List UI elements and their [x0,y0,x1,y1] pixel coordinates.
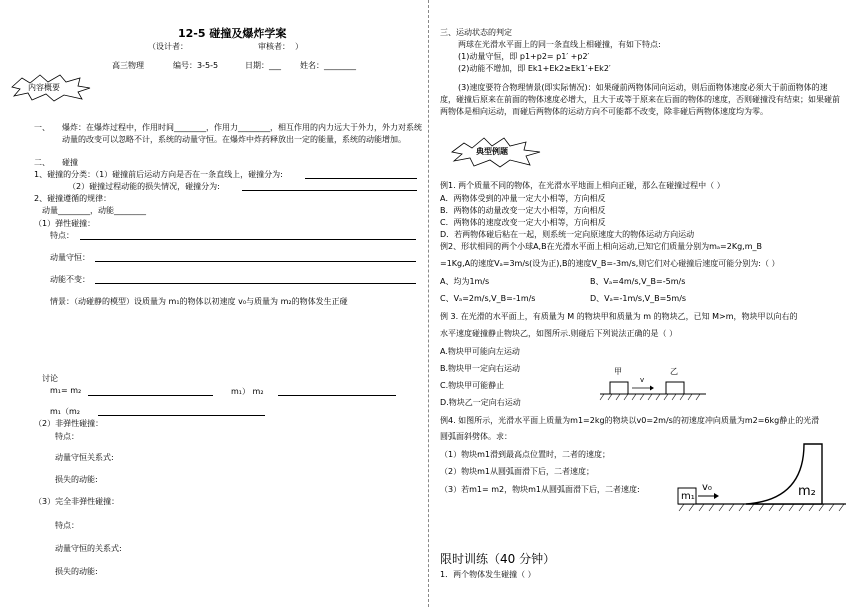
examples-label: 典型例题 [476,147,508,156]
example-4-part-2: （2）物块m1从圆弧面滑下后，二者速度； [440,467,594,476]
example-4-part-1: （1）物块m1滑到最高点位置时，二者的速度； [440,450,610,459]
inelastic-title: （2）非弹性碰撞： [34,419,104,428]
example-2-option-c: C、Vₐ=2m/s,V_B=-1m/s [440,294,536,303]
collision-diagram [598,364,710,404]
example-1-option-d: D．若两物体碰后粘在一起，则系统一定向原速度大的物体运动方向运动 [440,230,695,239]
example-2-option-d: D、Vₐ=-1m/s,V_B=5m/s [590,294,687,303]
example-3-option-d: D.物块乙一定向右运动 [440,398,521,407]
column-divider [428,0,429,607]
q2-text: 2、碰撞遵循的规律： [34,194,112,203]
example-3-option-a: A.物块甲可能向左运动 [440,347,520,356]
overview-label: 内容概要 [28,83,60,92]
example-1-question: 例1. 两个质量不同的物体，在光滑水平地面上相向正碰，那么在碰撞过程中（ ） [440,181,725,190]
example-2-question: 例2、形状相同的两个小球A,B在光滑水平面上相向运动,已知它们质量分别为mₐ=2Kg,m_B [440,242,763,251]
mass-m1-label: m₁ [681,491,695,502]
example-2-question-cont: =1Kg,A的速度Vₐ=3m/s(设为正),B的速度V_B=-3m/s,则它们对心碰撞后速度可能分别为:（ ） [440,259,780,268]
designer-label: （设计者： [148,42,188,51]
ramp-diagram-svg [676,440,848,518]
sec1-text: 爆炸：在爆炸过程中，作用时间________，作用力________，相互作用的内力远大于外力，外力对系统动量的改变可以忽略不计，系统的动量守恒。在爆炸中炸药释放出一定的能量，系统的动能增加。 [62,123,422,144]
paren-close: ） [295,42,303,51]
energy-loss-label: 损失的动能: [55,475,98,484]
velocity-v0-label: v₀ [702,482,712,493]
example-1-option-a: A．两物体受到的冲量一定大小相等，方向相反 [440,194,606,203]
energy-label: 动能不变： [50,275,90,284]
examples-badge [446,135,546,169]
answer-blank [278,386,396,396]
momentum-label: 动量守恒： [50,253,90,262]
sec2-title: 碰撞 [62,158,78,167]
sec2-num: 二、 [34,158,50,167]
momentum-relation-label: 动量守恒的关系式: [55,544,122,553]
example-2-option-a: A、均为1m/s [440,277,490,286]
rule-1: (1)动量守恒，即 p1+p2= p1′ +p2′ [458,52,590,61]
answer-blank [242,181,417,191]
page-title: 12-5 碰撞及爆炸学案 [178,27,287,40]
q2b-text: 动量________，动能________ [42,206,146,215]
example-2-option-b: B、Vₐ=4m/s,V_B=-5m/s [590,277,686,286]
example-4-part-3: （3）若m1= m2，物块m1从圆弧面滑下后，二者速度: [440,485,640,494]
answer-blank [98,406,265,416]
elastic-title: （1）弹性碰撞： [34,219,96,228]
q1a-text: 1、碰撞的分类：（1）碰撞前后运动方向是否在一条直线上，碰撞分为: [34,170,283,179]
code-label: 编号：3-5-5 [173,61,219,70]
ramp-diagram [676,440,848,518]
example-4-question: 例4. 如图所示，光滑水平面上质量为m1=2kg的物块以v0=2m/s的初速度冲向质量为m2=6kg静止的光滑 [440,416,820,425]
example-1-option-c: C．两物体的速度改变一定大小相等，方向相反 [440,218,606,227]
sec1-num: 一、 [34,123,50,132]
practice-question-1: 1．两个物体发生碰撞（ ） [440,570,536,579]
feature-label: 特点： [55,521,79,530]
discuss-case-1: m₁= m₂ [50,386,82,395]
block-jia-label: 甲 [614,367,622,376]
q1b-text: （2）碰撞过程动能的损失情况，碰撞分为: [68,182,220,191]
perfect-inelastic-title: （3）完全非弹性碰撞： [34,497,120,506]
answer-blank [80,230,416,240]
name-label: 姓名：________ [300,61,356,70]
velocity-label: v [640,376,645,384]
discuss-label: 讨论 [42,374,58,383]
example-3-question: 例 3. 在光滑的水平面上，有质量为 M 的物块甲和质量为 m 的物块乙，已知 M>m，物块甲以向右的 [440,312,798,321]
rule-3: (3)速度要符合物理情景(即实际情况)：如果碰前两物体同向运动，则后面物体速度必须大于前面物体的速度，碰撞后原来在前面的物体速度必增大，且大于或等于原来在后面的物体的速度，否则碰撞没有结束；如果碰前两物体是相向运动，而碰后两物体的运动方向不可能都不改变，除非碰后两物体速度均为零。 [440,83,840,116]
example-3-option-b: B.物块甲一定向右运动 [440,364,521,373]
answer-blank [305,169,417,179]
date-label: 日期：___ [245,61,281,70]
block-yi-label: 乙 [670,367,678,376]
example-4-question-cont: 圆弧面斜劈体。求： [440,432,512,441]
example-3-option-c: C.物块甲可能静止 [440,381,505,390]
energy-loss-label: 损失的动能: [55,567,98,576]
example-3-question-cont: 水平速度碰撞静止物块乙，如图所示.则碰后下列说法正确的是（ ） [440,329,678,338]
answer-blank [95,252,416,262]
example-1-option-b: B．两物体的动量改变一定大小相等，方向相反 [440,206,606,215]
reviewer-label: 审核者： [258,42,290,51]
discuss-case-3: m₁（m₂ [50,407,80,416]
grade-label: 高三物理 [112,61,144,70]
discuss-case-2: m₁） m₂ [231,387,264,396]
answer-blank [95,274,416,284]
feature-label: 特点： [50,231,74,240]
rule-2: (2)动能不增加，即 Ek1+Ek2≥Ek1′+Ek2′ [458,64,611,73]
mass-m2-label: m₂ [798,484,816,499]
scenario-text: 情景：（动碰静的模型）设质量为 m₁的物体以初速度 v₀与质量为 m₂的物体发生正碰 [50,297,348,306]
timed-practice-title: 限时训练（40 分钟） [440,552,556,566]
answer-blank [88,386,213,396]
feature-label: 特点： [55,432,79,441]
sec3-intro: 两球在光滑水平面上的同一条直线上相碰撞，有如下特点: [458,40,661,49]
momentum-relation-label: 动量守恒关系式: [55,453,114,462]
overview-badge [8,72,92,102]
sec3-title: 三、运动状态的判定 [440,28,512,37]
